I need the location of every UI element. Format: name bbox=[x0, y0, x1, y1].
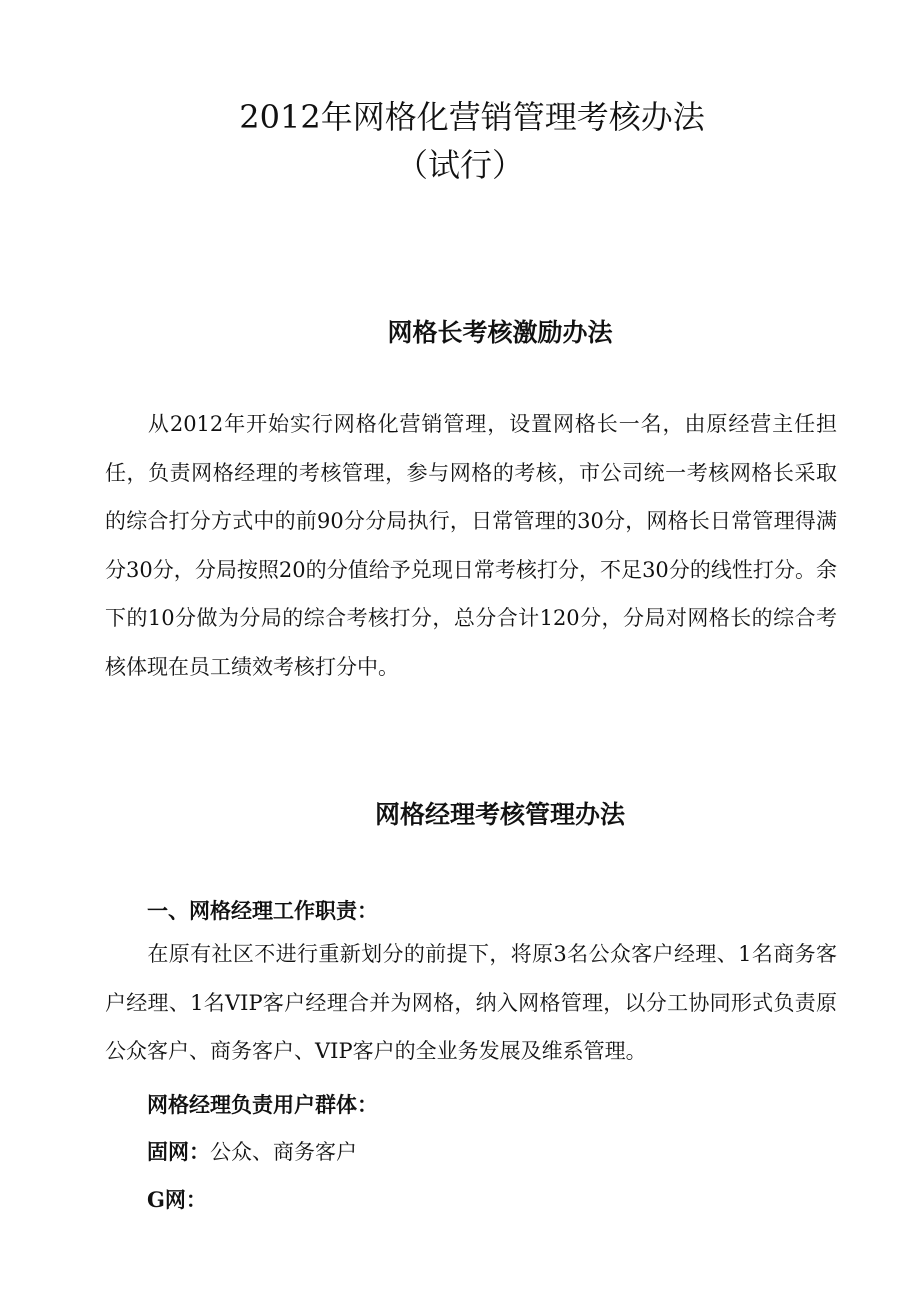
g-network-label: G网： bbox=[147, 1187, 207, 1212]
paragraph-text: 在原有社区不进行重新划分的前提下，将原3名公众客户经理、1名商务客户经理、1名VIP客户经理合并为网格，纳入网格管理，以分工协同形式负责原公众客户、商务客户、VIP客户的全业务发展及维系管理。 bbox=[105, 942, 837, 1063]
user-groups-label: 网格经理负责用户群体： bbox=[147, 1092, 378, 1117]
subheading-duties: 一、网格经理工作职责： bbox=[147, 898, 378, 923]
paragraph-duties bbox=[105, 930, 837, 1076]
document-subtitle: （试行） bbox=[395, 146, 524, 184]
section-heading-grid-leader: 网格长考核激励办法 bbox=[387, 318, 613, 347]
fixed-network-label: 固网： bbox=[147, 1139, 210, 1164]
fixed-network-value: 公众、商务客户 bbox=[210, 1140, 357, 1164]
document-title: 2012年网格化营销管理考核办法 bbox=[239, 98, 705, 136]
section-heading-grid-manager: 网格经理考核管理办法 bbox=[374, 800, 625, 829]
paragraph-text: 从2012年开始实行网格化营销管理，设置网格长一名，由原经营主任担任，负责网格经理的考核管理，参与网格的考核，市公司统一考核网格长采取的综合打分方式中的前90分分局执行，日常管理的30分，网格长日常管理得满分30分，分局按照20的分值给予兑现日常考核打分，不足30分的线性打分。余下的10分做为分局的综合考核打分，总分合计120分，分局对网格长的综合考核体现在员工绩效考核打分中。 bbox=[105, 412, 837, 679]
fixed-network-line bbox=[147, 1136, 357, 1166]
paragraph-grid-leader bbox=[105, 400, 837, 691]
